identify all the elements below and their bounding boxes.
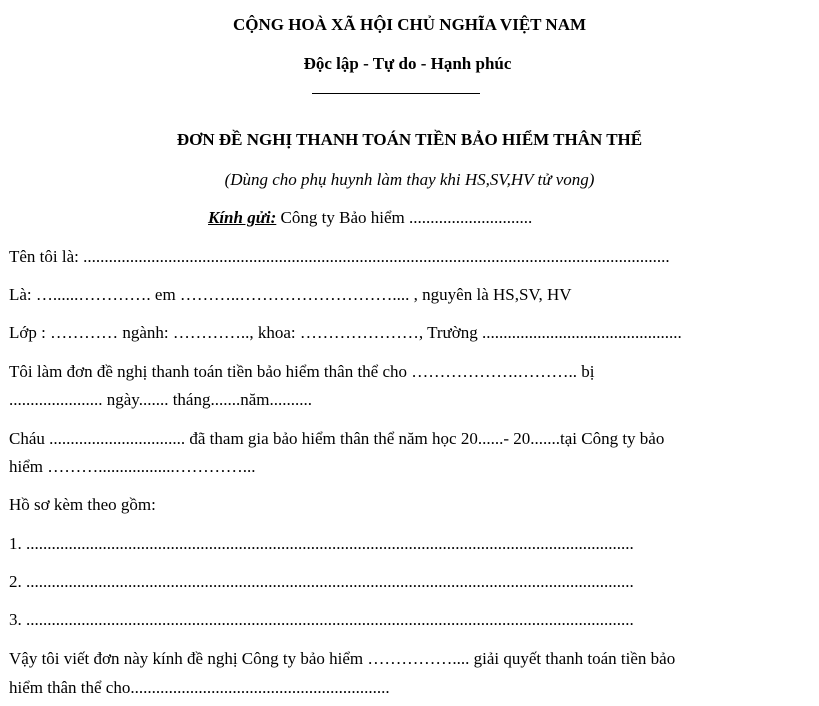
line-closing-2: hiểm thân thể cho.............................................................	[9, 678, 390, 697]
line-class: Lớp : ………… ngành: ………….., khoa: …………………, Trường ...............................................	[9, 323, 682, 342]
national-title: CỘNG HOÀ XÃ HỘI CHỦ NGHĨA VIỆT NAM	[232, 15, 587, 34]
recipient-label: Kính gửi:	[208, 208, 277, 227]
form-subtitle: (Dùng cho phụ huynh làm thay khi HS,SV,HV tử vong)	[224, 170, 595, 189]
line-relation: Là: …......…………. em ………..……………………….... , nguyên là HS,SV, HV	[9, 285, 572, 304]
recipient-line	[208, 208, 532, 228]
line-date: ...................... ngày....... tháng.......năm..........	[9, 390, 312, 409]
attachments-heading: Hồ sơ kèm theo gồm:	[9, 495, 156, 514]
attachment-3: 3. ...............................................................................................................................................	[9, 610, 634, 629]
recipient-value: Công ty Bảo hiểm .............................	[276, 208, 533, 227]
line-name: Tên tôi là: ..........................................................................................................................................	[9, 247, 670, 266]
line-closing: Vậy tôi viết đơn này kính đề nghị Công ty bảo hiểm …………….... giải quyết thanh toán tiền bảo	[9, 649, 676, 668]
attachment-2: 2. ...............................................................................................................................................	[9, 572, 634, 591]
line-insurer: hiểm ………..................…………...	[9, 457, 256, 476]
line-request: Tôi làm đơn đề nghị thanh toán tiền bảo hiểm thân thể cho ……………….……….. bị	[9, 362, 595, 381]
line-student: Cháu ................................ đã tham gia bảo hiểm thân thể năm học 20......- 20.......tại Công ty bảo	[9, 429, 665, 448]
header-divider	[312, 93, 480, 94]
attachment-1: 1. ...............................................................................................................................................	[9, 534, 634, 553]
motto: Độc lập - Tự do - Hạnh phúc	[303, 54, 512, 73]
form-title: ĐƠN ĐỀ NGHỊ THANH TOÁN TIỀN BẢO HIỂM THÂN THỂ	[176, 130, 643, 149]
